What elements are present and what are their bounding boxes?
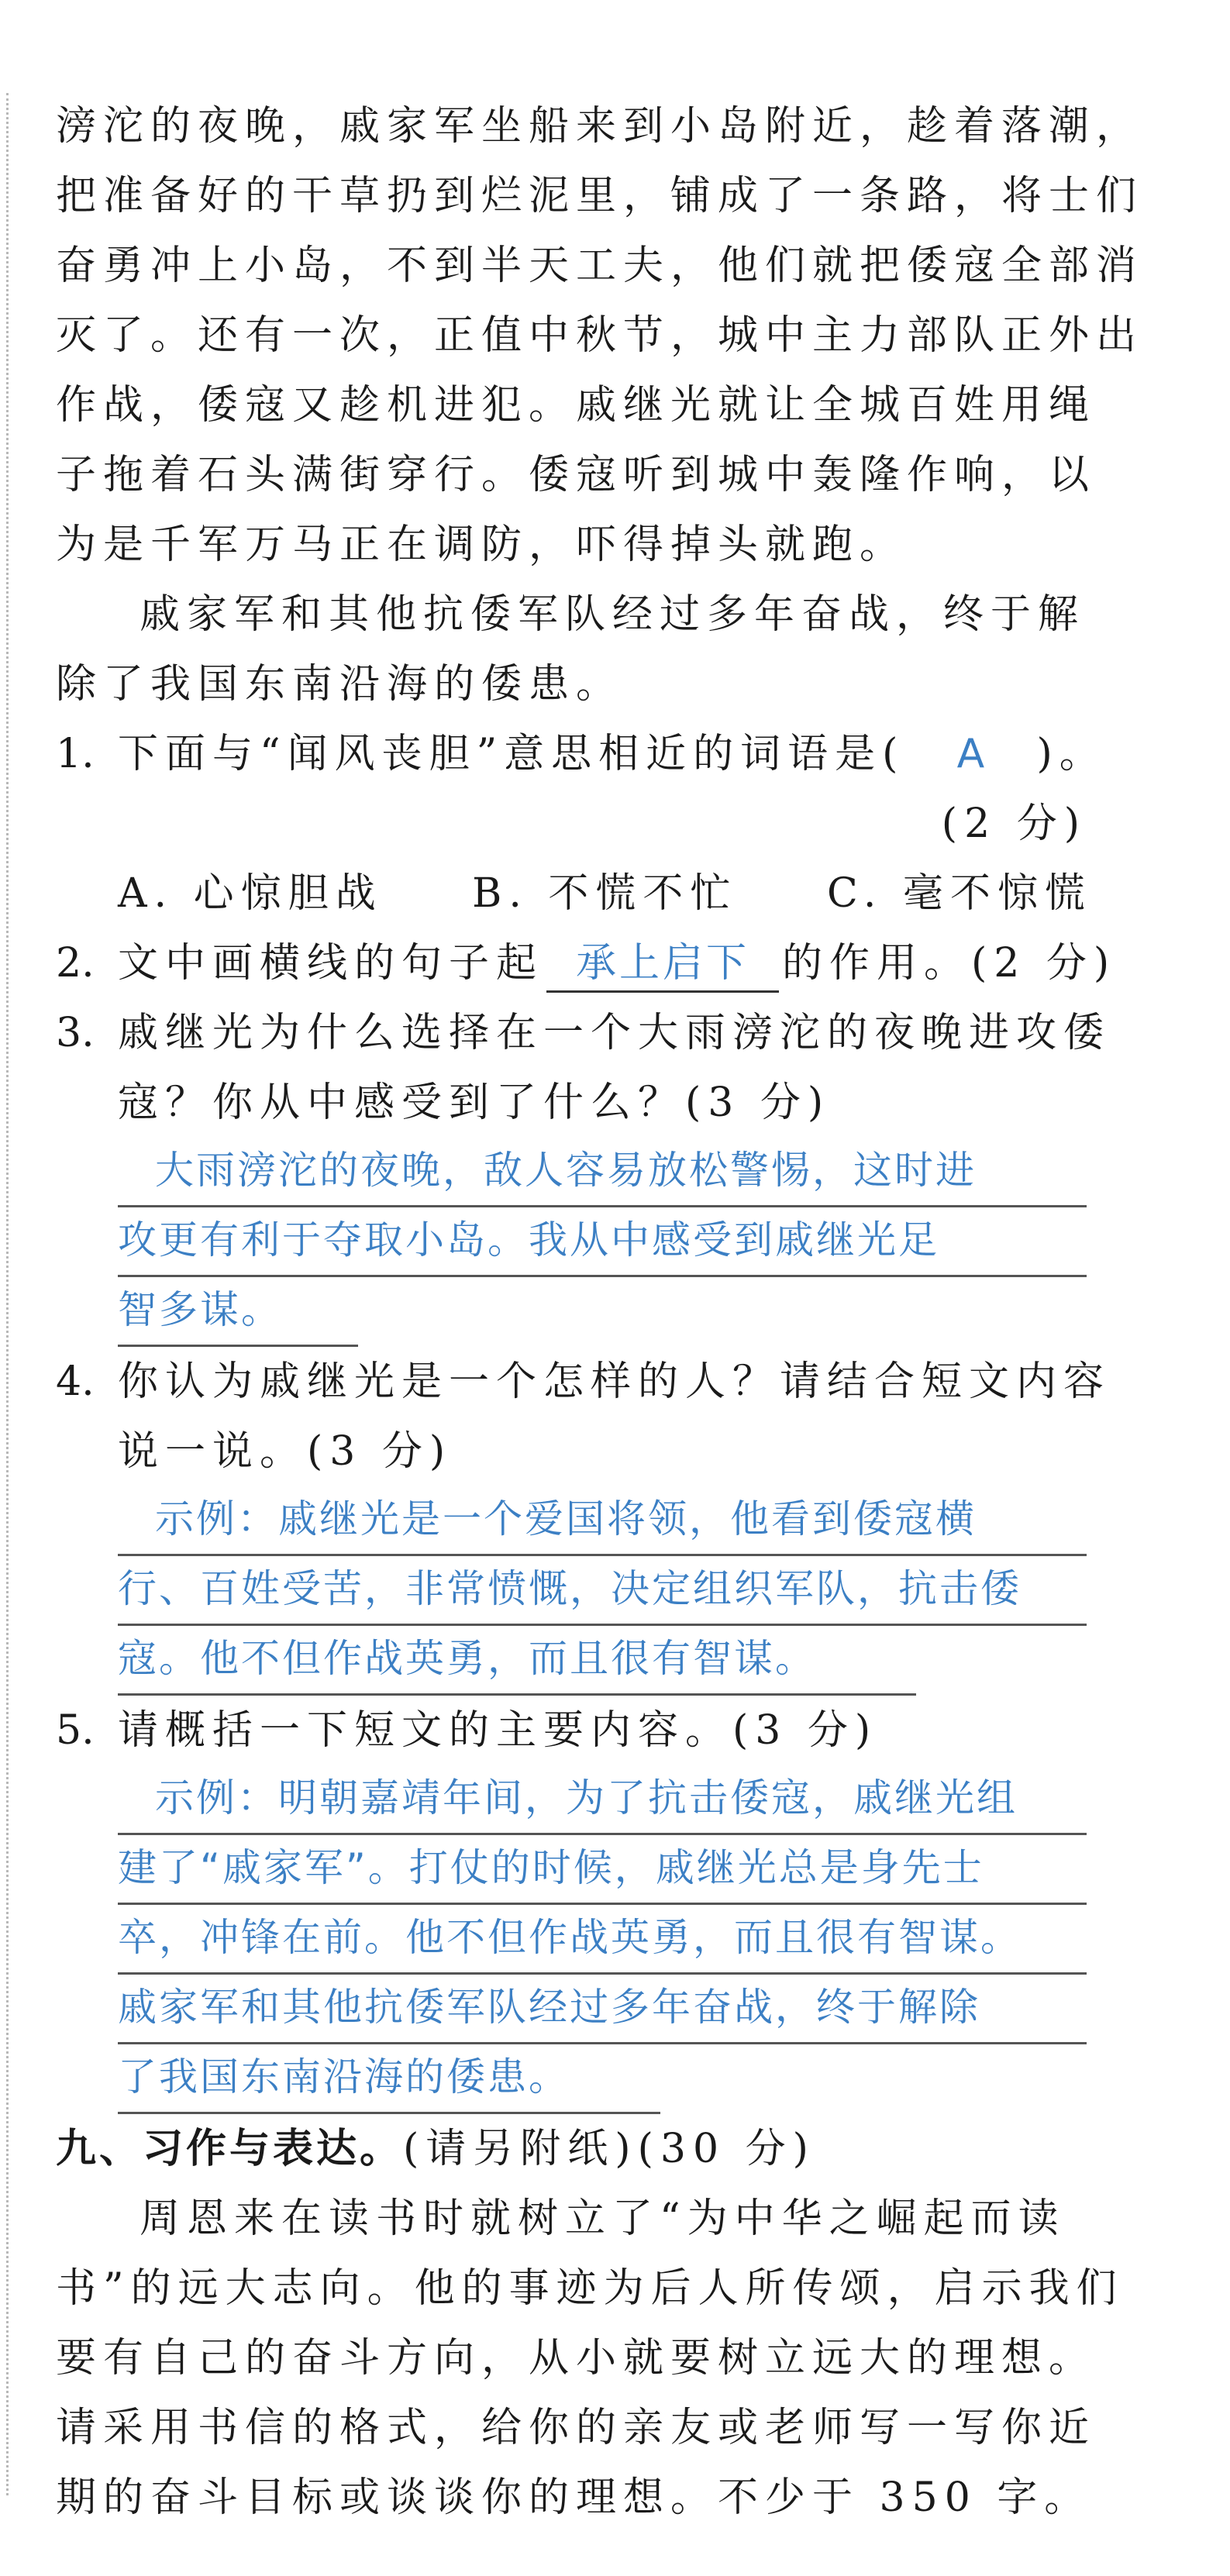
question-1-text: 下面与“闻风丧胆”意思相近的词语是(	[118, 731, 905, 777]
answer-line[interactable]: 示例：明朝嘉靖年间，为了抗击倭寇，戚继光组	[118, 1765, 1087, 1835]
option-c[interactable]: C. 毫不惊慌	[826, 870, 1092, 917]
worksheet-page	[56, 91, 1144, 2533]
passage-line: 作战，倭寇又趁机进犯。戚继光就让全城百姓用绳	[56, 382, 1097, 429]
question-2-answer-blank[interactable]: 承上启下	[546, 936, 779, 993]
question-number: 4.	[56, 1359, 95, 1405]
question-2-text: 文中画横线的句子起	[118, 940, 544, 987]
passage-line: 把准备好的干草扔到烂泥里，铺成了一条路，将士们	[56, 173, 1144, 219]
question-number: 1.	[56, 731, 95, 777]
passage-line: 奋勇冲上小岛，不到半天工夫，他们就把倭寇全部消	[56, 243, 1144, 289]
answer-line[interactable]: 戚家军和其他抗倭军队经过多年奋战，终于解除	[118, 1975, 1087, 2044]
answer-line[interactable]: 了我国东南沿海的倭患。	[118, 2044, 660, 2114]
question-2	[56, 928, 1117, 998]
question-2-text-end: 的作用。(2 分)	[782, 940, 1117, 987]
margin-dotted-line	[6, 93, 9, 2495]
passage-line: 滂沱的夜晚，戚家军坐船来到小岛附近，趁着落潮，	[56, 103, 1144, 150]
question-1	[56, 719, 1107, 928]
question-5-text: 请概括一下短文的主要内容。(3 分)	[118, 1707, 878, 1754]
passage-line: 为是千军万马正在调防，吓得掉头就跑。	[56, 522, 908, 568]
question-1-text-end: )。	[1036, 731, 1107, 777]
question-number: 2.	[56, 940, 95, 987]
question-3-stem-line	[56, 998, 1111, 1068]
passage-line: 戚家军和其他抗倭军队经过多年奋战，终于解	[140, 591, 1086, 638]
question-4-stem-line: 说一说。(3 分)	[118, 1428, 453, 1475]
question-4	[56, 1347, 1111, 1696]
answer-line[interactable]: 智多谋。	[118, 1277, 358, 1347]
question-1-answer[interactable]: A	[956, 731, 985, 777]
passage-line: 子拖着石头满街穿行。倭寇听到城中轰隆作响，以	[56, 452, 1097, 498]
question-5	[56, 1696, 1087, 2114]
answer-line[interactable]: 示例：戚继光是一个爱国将领，他看到倭寇横	[118, 1486, 1087, 1556]
passage-line: 灭了。还有一次，正值中秋节，城中主力部队正外出	[56, 312, 1144, 359]
section-9-line: 期的奋斗目标或谈谈你的理想。不少于 350 字。	[56, 2474, 1092, 2521]
option-b[interactable]: B. 不慌不忙	[472, 870, 738, 917]
section-9-line: 要有自己的奋斗方向，从小就要树立远大的理想。	[56, 2335, 1097, 2381]
section-9-note: (请另附纸)(30 分)	[403, 2126, 815, 2172]
question-1-stem	[56, 719, 1107, 789]
section-9-heading	[56, 2114, 1087, 2184]
section-9-line: 书”的远大志向。他的事迹为后人所传颂，启示我们	[56, 2265, 1124, 2312]
question-3-text: 戚继光为什么选择在一个大雨滂沱的夜晚进攻倭	[118, 1010, 1111, 1056]
question-number: 3.	[56, 1010, 95, 1056]
question-3-stem-line: 寇？你从中感受到了什么？(3 分)	[118, 1080, 831, 1126]
question-4-text: 你认为戚继光是一个怎样的人？请结合短文内容	[118, 1359, 1111, 1405]
question-3	[56, 998, 1111, 1347]
section-9-line: 请采用书信的格式，给你的亲友或老师写一写你近	[56, 2405, 1097, 2451]
question-5-stem-line	[56, 1696, 1087, 1765]
answer-line[interactable]: 寇。他不但作战英勇，而且很有智谋。	[118, 1626, 916, 1696]
answer-line[interactable]: 卒，冲锋在前。他不但作战英勇，而且很有智谋。	[118, 1905, 1087, 1975]
question-number: 5.	[56, 1707, 95, 1754]
passage-line: 除了我国东南沿海的倭患。	[56, 661, 624, 708]
passage-paragraph-2	[56, 580, 1087, 719]
answer-line[interactable]: 建了“戚家军”。打仗的时候，戚继光总是身先士	[118, 1835, 1087, 1905]
answer-line[interactable]: 大雨滂沱的夜晚，敌人容易放松警惕，这时进	[118, 1138, 1087, 1207]
answer-line[interactable]: 攻更有利于夺取小岛。我从中感受到戚继光足	[118, 1207, 1087, 1277]
section-9-line: 周恩来在读书时就树立了“为中华之崛起而读	[140, 2195, 1066, 2242]
section-9	[56, 2114, 1124, 2533]
question-1-score: (2 分)	[941, 801, 1087, 847]
passage-paragraph-1	[56, 91, 1144, 580]
question-4-stem-line	[56, 1347, 1111, 1417]
question-1-options	[56, 859, 1092, 928]
section-9-title: 九、习作与表达。	[56, 2126, 404, 2172]
answer-line[interactable]: 行、百姓受苦，非常愤慨，决定组织军队，抗击倭	[118, 1556, 1087, 1626]
option-a[interactable]: A. 心惊胆战	[118, 870, 383, 917]
